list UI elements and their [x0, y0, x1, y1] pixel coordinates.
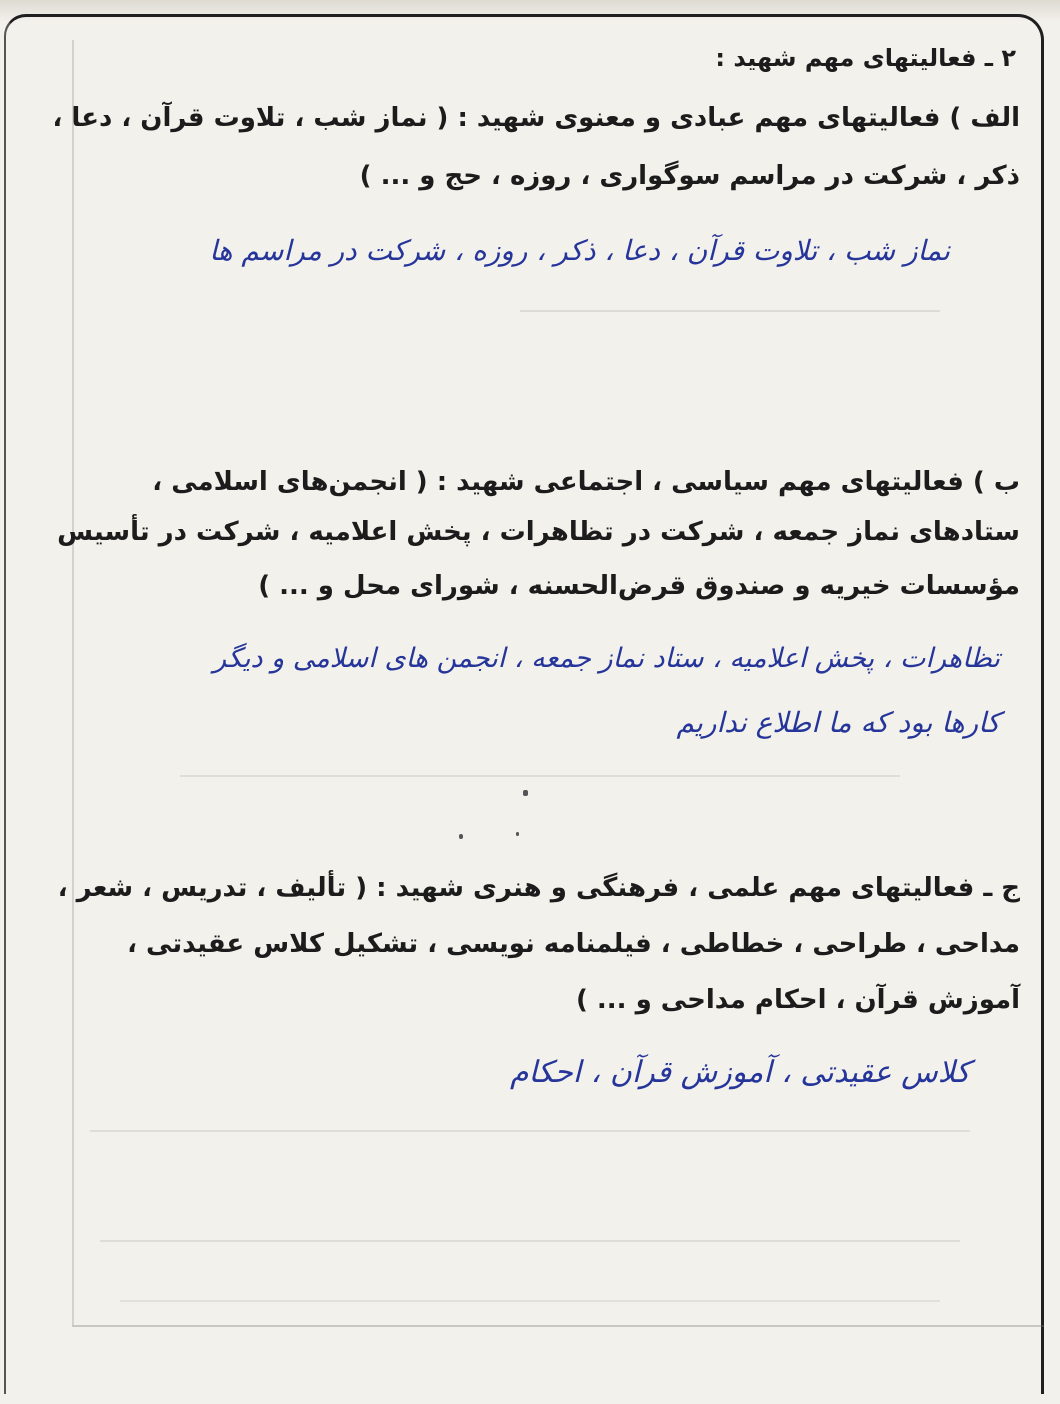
- ink-speck: [516, 832, 519, 836]
- section-heading: ۲ ـ فعالیتهای مهم شهید :: [715, 44, 1016, 72]
- section-c-line-1: ج ـ فعالیتهای مهم علمی ، فرهنگی و هنری شهید : ( تألیف ، تدریس ، شعر ،: [57, 873, 1020, 903]
- section-a-line-2: ذکر ، شرکت در مراسم سوگواری ، روزه ، حج و ... ): [359, 161, 1020, 191]
- bleed-through-mark: [90, 1090, 970, 1132]
- bleed-through-line: [72, 1325, 1044, 1327]
- section-b-line-1: ب ) فعالیتهای مهم سیاسی ، اجتماعی شهید : ( انجمن‌های اسلامی ،: [152, 467, 1020, 497]
- bleed-through-mark: [100, 1200, 960, 1242]
- section-c-handwritten-answer: کلاس عقیدتی ، آموزش قرآن ، احکام: [509, 1055, 970, 1090]
- section-c-line-3: آموزش قرآن ، احکام مداحی و ... ): [575, 985, 1020, 1015]
- ink-speck: [523, 790, 528, 796]
- ink-speck: [459, 834, 463, 839]
- section-b-handwritten-line-1: تظاهرات ، پخش اعلامیه ، ستاد نماز جمعه ، انجمن های اسلامی و دیگر: [213, 643, 1000, 674]
- section-a-line-1: الف ) فعالیتهای مهم عبادی و معنوی شهید : ( نماز شب ، تلاوت قرآن ، دعا ،: [52, 103, 1020, 133]
- section-b-line-3: مؤسسات خیریه و صندوق قرض‌الحسنه ، شورای محل و ... ): [258, 571, 1020, 601]
- section-c-line-2: مداحی ، طراحی ، خطاطی ، فیلمنامه نویسی ، تشکیل کلاس عقیدتی ،: [127, 929, 1020, 959]
- bleed-through-margin: [72, 40, 74, 1325]
- section-a-handwritten-answer: نماز شب ، تلاوت قرآن ، دعا ، ذکر ، روزه ، شرکت در مراسم ها: [209, 234, 950, 267]
- section-b-handwritten-line-2: کارها بود که ما اطلاع نداریم: [676, 706, 1000, 739]
- bleed-through-mark: [120, 1260, 940, 1302]
- section-b-line-2: ستادهای نماز جمعه ، شرکت در تظاهرات ، پخش اعلامیه ، شرکت در تأسیس: [57, 517, 1020, 547]
